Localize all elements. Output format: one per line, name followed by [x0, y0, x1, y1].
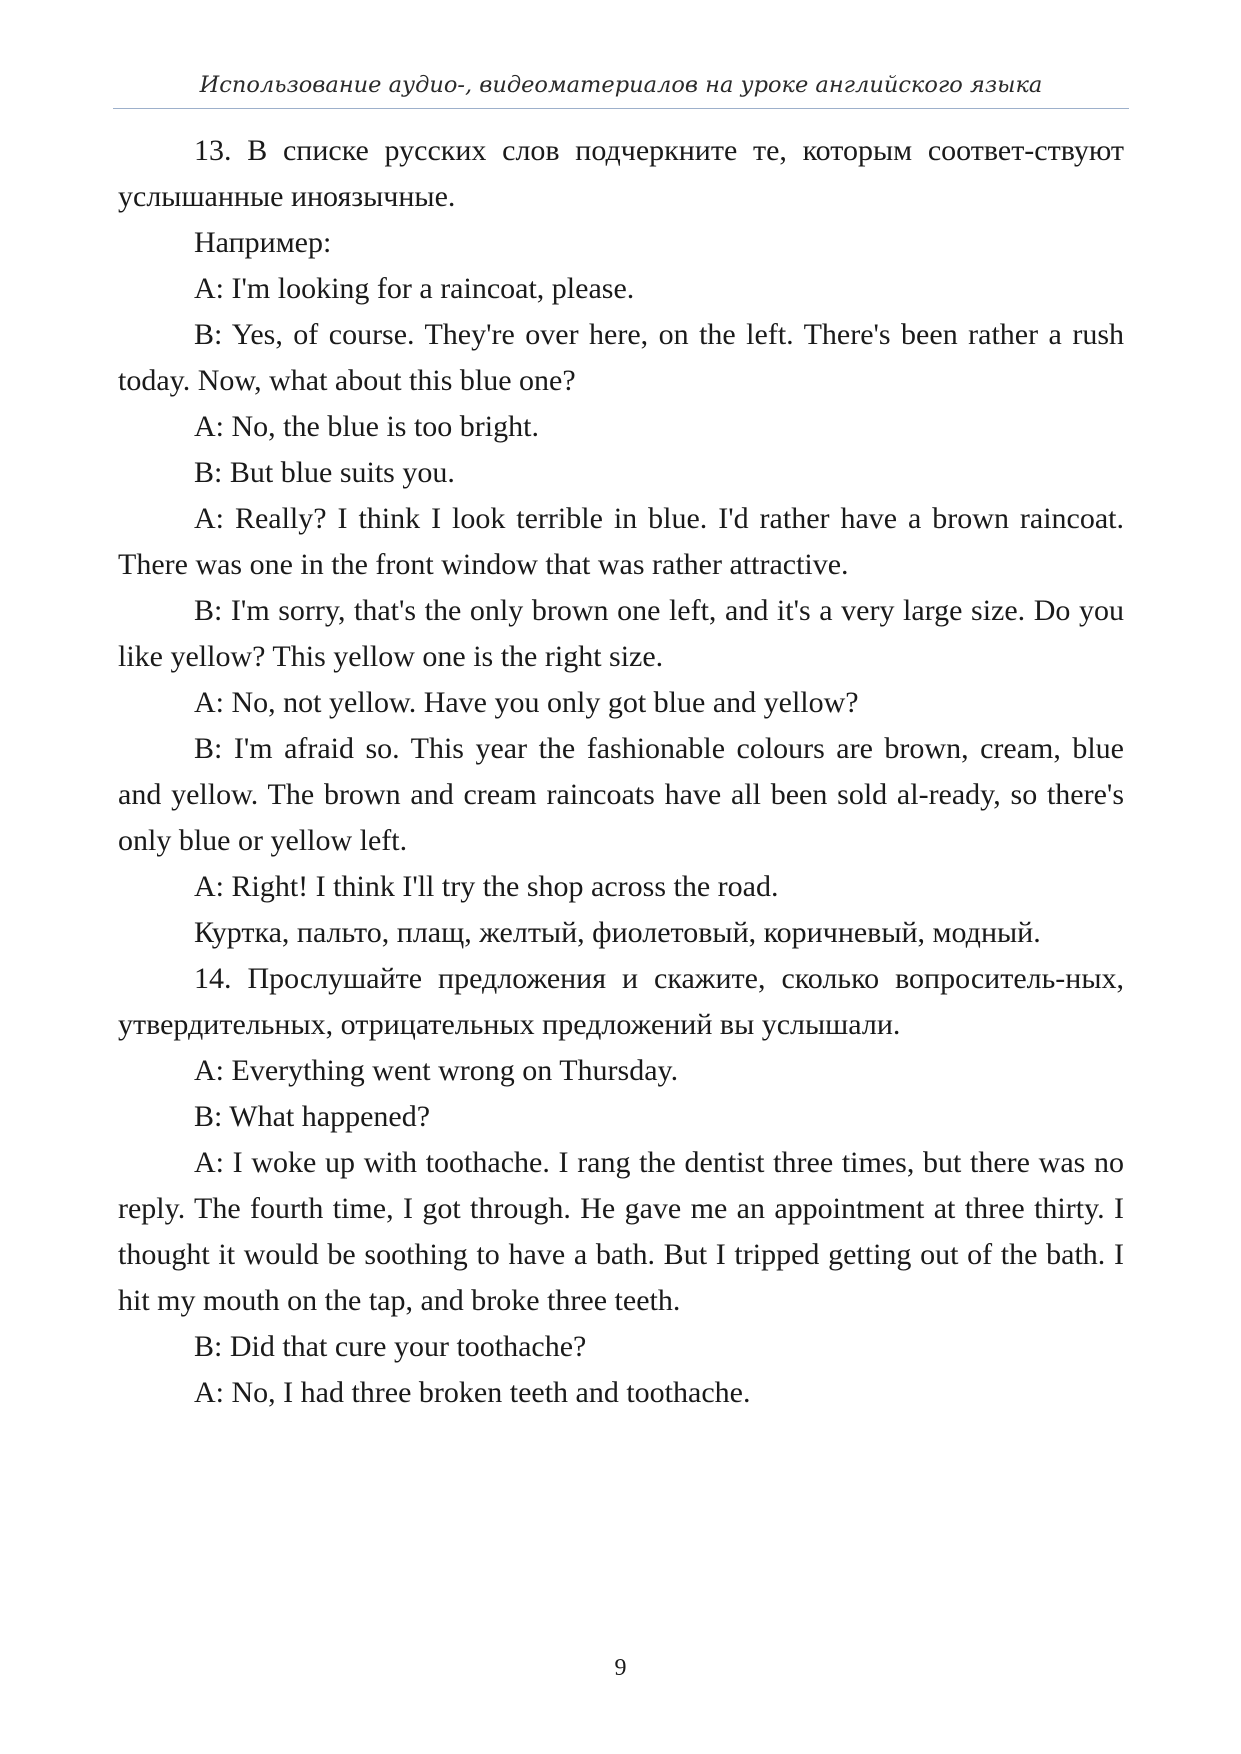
- dialogue-line: A: Right! I think I'll try the shop across the road.: [194, 870, 779, 903]
- example-label: Например:: [194, 226, 332, 259]
- dialogue-line: A: I woke up with toothache. I rang the dentist three times, but there was no reply. The fourth time, I got through. He gave me an appointment at three thirty. I thought it would be soothing to have a bath. But I tripped getting out of the bath. I hit my mouth on the tap, and broke three teeth.: [118, 1146, 1124, 1317]
- dialogue-line: A: Really? I think I look terrible in blue. I'd rather have a brown raincoat. There was one in the front window that was rather attractive.: [118, 502, 1124, 581]
- dialogue-line: B: What happened?: [194, 1100, 431, 1133]
- exercise-14-instruction: 14. Прослушайте предложения и скажите, сколько вопроситель-ных, утвердительных, отрицательных предложений вы услышали.: [118, 962, 1124, 1041]
- dialogue-line: B: I'm sorry, that's the only brown one left, and it's a very large size. Do you like yellow? This yellow one is the right size.: [118, 594, 1124, 673]
- dialogue-line: A: No, not yellow. Have you only got blue and yellow?: [194, 686, 859, 719]
- russian-word-list: Куртка, пальто, плащ, желтый, фиолетовый, коричневый, модный.: [194, 916, 1041, 949]
- dialogue-line: A: No, I had three broken teeth and toothache.: [194, 1376, 751, 1409]
- dialogue-line: A: Everything went wrong on Thursday.: [194, 1054, 679, 1087]
- running-header: Использование аудио-, видеоматериалов на уроке английского языка: [199, 72, 1043, 98]
- dialogue-line: B: Yes, of course. They're over here, on the left. There's been rather a rush today. Now, what about this blue one?: [118, 318, 1124, 397]
- dialogue-line: A: No, the blue is too bright.: [194, 410, 539, 443]
- page-number: 9: [614, 1655, 627, 1681]
- exercise-13-instruction: 13. В списке русских слов подчеркните те, которым соответ-ствуют услышанные иноязычные.: [118, 134, 1124, 213]
- header-divider: [113, 108, 1129, 109]
- dialogue-line: B: I'm afraid so. This year the fashionable colours are brown, cream, blue and yellow. The brown and cream raincoats have all been sold al-ready, so there's only blue or yellow left.: [118, 732, 1124, 857]
- page-body: [118, 128, 1124, 1416]
- dialogue-line: B: But blue suits you.: [194, 456, 455, 489]
- dialogue-line: B: Did that cure your toothache?: [194, 1330, 587, 1363]
- dialogue-line: A: I'm looking for a raincoat, please.: [194, 272, 635, 305]
